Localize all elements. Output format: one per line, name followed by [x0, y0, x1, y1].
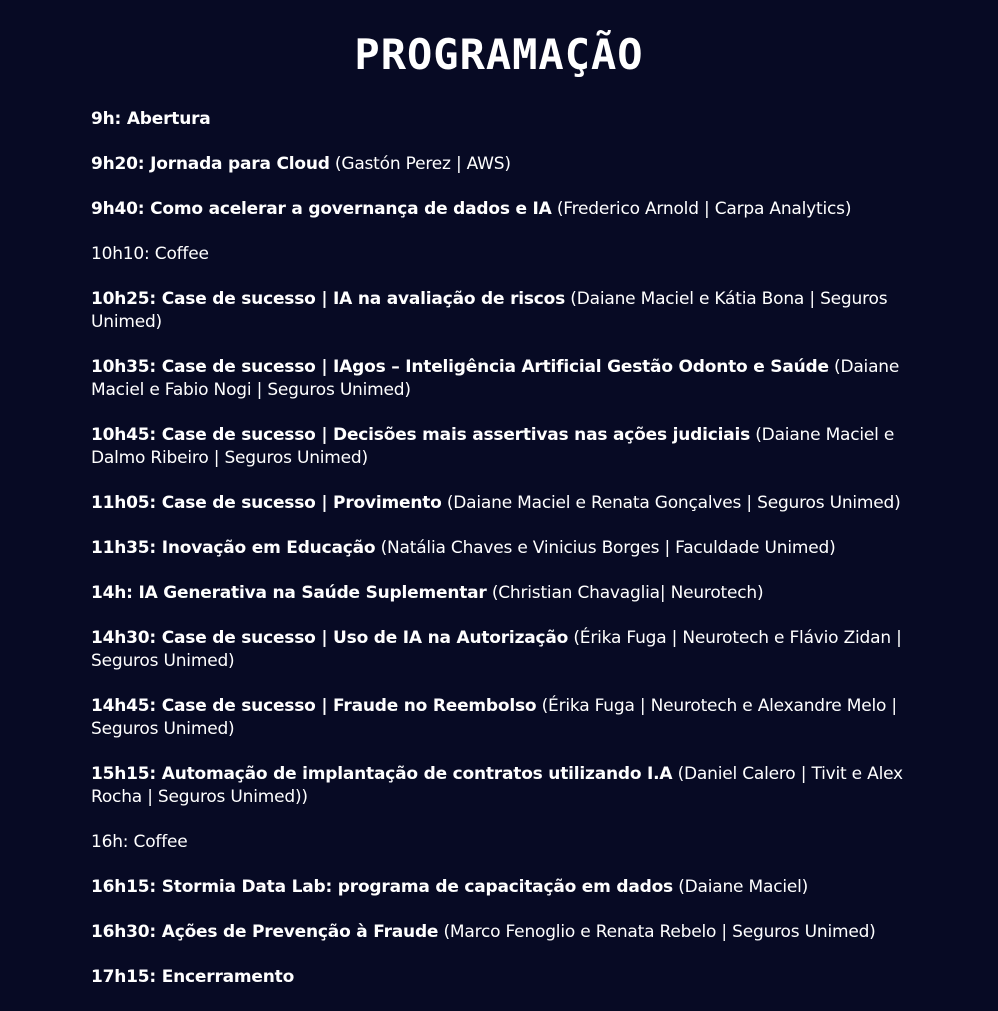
agenda-item: [91, 763, 926, 809]
agenda-item-title: 10h25: Case de sucesso | IA na avaliação de riscos: [91, 289, 566, 309]
agenda-item-details: (Daiane Maciel e Fabio Nogi | Seguros Unimed): [91, 357, 900, 400]
agenda-item: [91, 831, 926, 854]
agenda-item-details: (Gastón Perez | AWS): [329, 154, 511, 174]
agenda-item: [91, 582, 926, 605]
agenda-item-details: (Daiane Maciel e Renata Gonçalves | Seguros Unimed): [441, 493, 901, 513]
agenda-item-title: 10h45: Case de sucesso | Decisões mais assertivas nas ações judiciais: [91, 425, 751, 445]
agenda-item-details: (Érika Fuga | Neurotech e Alexandre Melo | Seguros Unimed): [91, 696, 897, 739]
agenda-item-title: 17h15: Encerramento: [91, 967, 295, 987]
agenda-item-title: 11h35: Inovação em Educação: [91, 538, 376, 558]
agenda-item: [91, 966, 926, 989]
agenda-item: [91, 876, 926, 899]
agenda-item-details: (Frederico Arnold | Carpa Analytics): [551, 199, 852, 219]
agenda-item: [91, 695, 926, 741]
agenda-item-details: 16h: Coffee: [91, 832, 188, 852]
page-title: PROGRAMAÇÃO: [354, 30, 644, 79]
agenda-item: [91, 921, 926, 944]
agenda-item: [91, 492, 926, 515]
agenda-item-details: (Marco Fenoglio e Renata Rebelo | Seguros Unimed): [438, 922, 876, 942]
agenda-item: [91, 108, 926, 131]
agenda-item-details: (Daiane Maciel e Dalmo Ribeiro | Seguros Unimed): [91, 425, 895, 468]
agenda-item-title: 15h15: Automação de implantação de contratos utilizando I.A: [91, 764, 673, 784]
agenda-item-title: 16h30: Ações de Prevenção à Fraude: [91, 922, 439, 942]
agenda-item-details: 10h10: Coffee: [91, 244, 209, 264]
agenda-item-title: 9h20: Jornada para Cloud: [91, 154, 330, 174]
agenda-item-title: 10h35: Case de sucesso | IAgos – Inteligência Artificial Gestão Odonto e Saúde: [91, 357, 829, 377]
agenda-item-title: 9h: Abertura: [91, 109, 211, 129]
agenda-item: [91, 356, 926, 402]
agenda-item-title: 9h40: Como acelerar a governança de dados e IA: [91, 199, 552, 219]
agenda-item-title: 16h15: Stormia Data Lab: programa de capacitação em dados: [91, 877, 673, 897]
agenda-list: [91, 108, 926, 1011]
agenda-item-title: 14h45: Case de sucesso | Fraude no Reembolso: [91, 696, 537, 716]
agenda-item-title: 11h05: Case de sucesso | Provimento: [91, 493, 442, 513]
agenda-item: [91, 153, 926, 176]
agenda-item: [91, 537, 926, 560]
agenda-item-details: (Daiane Maciel e Kátia Bona | Seguros Unimed): [91, 289, 888, 332]
agenda-item: [91, 198, 926, 221]
agenda-item-details: (Natália Chaves e Vinicius Borges | Faculdade Unimed): [375, 538, 836, 558]
agenda-item: [91, 627, 926, 673]
agenda-item-details: (Daniel Calero | Tivit e Alex Rocha | Seguros Unimed)): [91, 764, 903, 807]
agenda-item: [91, 288, 926, 334]
agenda-item: [91, 243, 926, 266]
agenda-item-details: (Christian Chavaglia| Neurotech): [486, 583, 764, 603]
agenda-item-title: 14h30: Case de sucesso | Uso de IA na Autorização: [91, 628, 569, 648]
agenda-item: [91, 424, 926, 470]
agenda-item-details: (Érika Fuga | Neurotech e Flávio Zidan | Seguros Unimed): [91, 628, 902, 671]
agenda-item-details: (Daiane Maciel): [672, 877, 809, 897]
agenda-item-title: 14h: IA Generativa na Saúde Suplementar: [91, 583, 487, 603]
